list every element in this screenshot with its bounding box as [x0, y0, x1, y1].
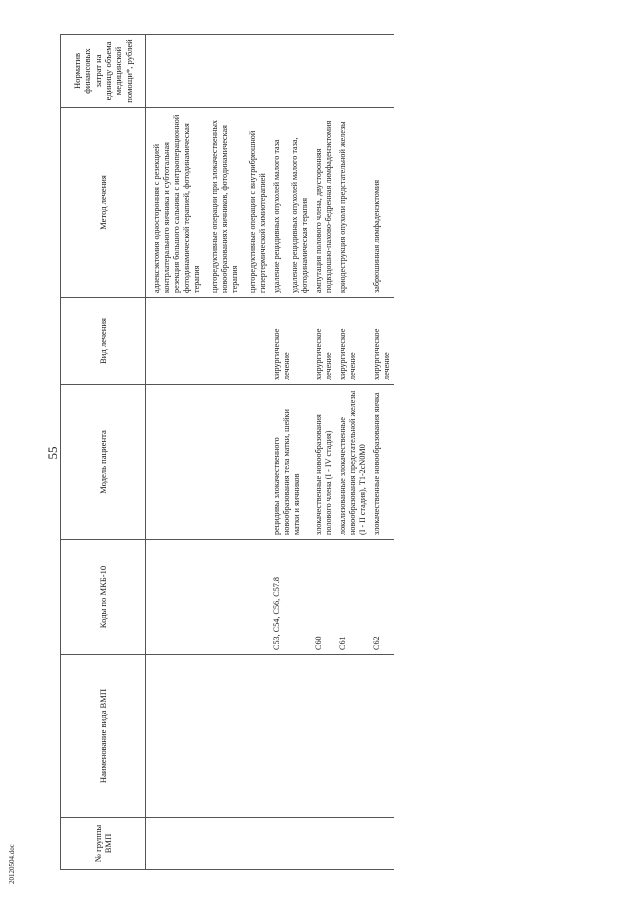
cell-treatment-type: хирургическое лечение [370, 298, 394, 385]
header-cost-norm: Норматив финансовых затрат на единицу объема медицинской помощи*, рублей [61, 35, 146, 108]
vmp-table [60, 34, 394, 870]
table-header-row [61, 35, 146, 870]
cell-group-no [312, 818, 336, 870]
cell-cost-norm [146, 35, 271, 108]
cell-treatment-method [270, 108, 312, 298]
cell-group-no [146, 818, 271, 870]
cell-patient-model: локализованные злокачественные новообразования предстательной железы (I - II стадия), T1-2cN0M0 [336, 385, 370, 540]
treatment-method-item: циторедуктивные операции при злокачественных новообразованиях яичников, фотодинамическая терапия [210, 120, 239, 293]
cell-vmp-name [370, 655, 394, 818]
cell-treatment-type: хирургическое лечение [336, 298, 370, 385]
treatment-method-item: удаление рецидивных опухолей малого таза, фотодинамическая терапия [290, 137, 309, 293]
header-group-no: № группы ВМП [61, 818, 146, 870]
header-treatment-type: Вид лечения [61, 298, 146, 385]
cell-treatment-type: хирургическое лечение [270, 298, 312, 385]
cell-patient-model: злокачественные новообразования яичка [370, 385, 394, 540]
cell-icd-codes: C60 [312, 540, 336, 655]
cell-vmp-name [312, 655, 336, 818]
cell-vmp-name [336, 655, 370, 818]
table-row [336, 35, 370, 870]
cell-group-no [370, 818, 394, 870]
cell-treatment-method [146, 108, 271, 298]
cell-patient-model: рецидивы злокачественного новообразования тела матки, шейки матки и яичников [270, 385, 312, 540]
table-row [312, 35, 336, 870]
treatment-method-item: забрюшинная лимфаденэктомия [372, 179, 381, 293]
rotated-table-frame [60, 35, 615, 870]
cell-group-no [336, 818, 370, 870]
treatment-method-item: аднексэктомия односторонняя с резекцией контрлатерального яичника и субтотальная резекция большого сальника с интраоперационной фотодинамической терапией, фотодинамическая терапия [152, 114, 201, 293]
cell-treatment-method [312, 108, 336, 298]
cell-treatment-method [370, 108, 394, 298]
header-treatment-method: Метод лечения [61, 108, 146, 298]
cell-cost-norm [312, 35, 336, 108]
table-row [270, 35, 312, 870]
cell-patient-model: злокачественные новообразования полового члена (I - IV стадия) [312, 385, 336, 540]
cell-icd-codes: C61 [336, 540, 370, 655]
table-row [370, 35, 394, 870]
cell-treatment-type: хирургическое лечение [312, 298, 336, 385]
treatment-method-item: криодеструкция опухоли предстательной железы [338, 121, 347, 293]
cell-vmp-name [146, 655, 271, 818]
cell-icd-codes: C62 [370, 540, 394, 655]
page-number: 55 [45, 446, 60, 460]
cell-cost-norm [370, 35, 394, 108]
cell-icd-codes: C53, C54, C56, C57.8 [270, 540, 312, 655]
cell-vmp-name [270, 655, 312, 818]
header-vmp-name: Наименование вида ВМП [61, 655, 146, 818]
rotated-table-area [60, 35, 615, 870]
footer-filename: 20120504.doc [8, 844, 16, 884]
cell-treatment-type [146, 298, 271, 385]
treatment-method-item: ампутация полового члена, двусторонняя подвздошно-пахово-бедренная лимфаденэктомия [314, 120, 333, 293]
header-patient-model: Модель пациента [61, 385, 146, 540]
cell-cost-norm [270, 35, 312, 108]
header-icd-codes: Коды по МКБ-10 [61, 540, 146, 655]
cell-group-no [270, 818, 312, 870]
cell-cost-norm [336, 35, 370, 108]
cell-icd-codes [146, 540, 271, 655]
treatment-method-item: циторедуктивные операции с внутрибрюшной гипертермической химиотерапией [248, 130, 267, 293]
cell-treatment-method [336, 108, 370, 298]
cell-patient-model [146, 385, 271, 540]
treatment-method-item: удаление рецидивных опухолей малого таза [272, 139, 281, 293]
table-row [146, 35, 271, 870]
